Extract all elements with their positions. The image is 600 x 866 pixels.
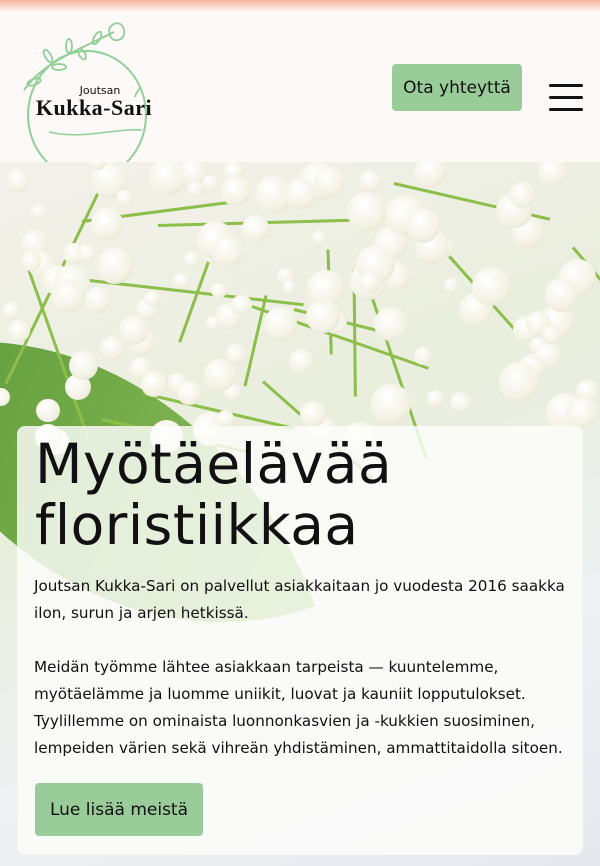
flower-bloom: [36, 399, 59, 422]
flower-bloom: [285, 178, 316, 209]
flower-bloom: [21, 251, 41, 271]
flower-bloom: [204, 359, 235, 390]
flower-bloom: [374, 307, 407, 340]
flower-bloom: [173, 273, 189, 289]
flower-bloom: [264, 307, 297, 340]
flower-bloom: [91, 208, 123, 240]
flower-bloom: [116, 190, 132, 206]
flower-bloom: [472, 267, 511, 306]
hero-paragraph-2: Meidän työmme lähtee asiakkaan tarpeista — kuuntelemme, myötäelämme ja luomme uniikit, luovat ja kauniit lopputulokset. Tyylillemme on ominaista luonnonkasvien ja -kukkien suosiminen, lempeiden värien sekä vihreän yhdistäminen, ammattitaidolla sitoen.: [34, 658, 563, 757]
flower-bloom: [371, 384, 411, 424]
flower-bloom: [444, 278, 458, 292]
hero-card: [17, 426, 583, 855]
flower-bloom: [289, 349, 314, 374]
flower-bloom: [144, 291, 159, 306]
flower-stem: [178, 254, 212, 342]
flower-bloom: [312, 230, 327, 245]
hero-paragraph-1: Joutsan Kukka-Sari on palvellut asiakkaitaan jo vuodesta 2016 saakka ilon, surun ja arjen hetkissä.: [34, 577, 565, 622]
flower-bloom: [306, 300, 339, 333]
flower-bloom: [282, 280, 296, 294]
flower-bloom: [406, 208, 440, 242]
flower-bloom: [545, 278, 579, 312]
hamburger-icon[interactable]: [549, 84, 583, 114]
flower-bloom: [69, 351, 98, 380]
hero-section: [0, 162, 600, 866]
flower-bloom: [566, 397, 597, 428]
flower-bloom: [414, 162, 446, 187]
flower-bloom: [414, 347, 432, 365]
flower-bloom: [212, 236, 242, 266]
flower-bloom: [221, 176, 251, 206]
flower-bloom: [359, 170, 381, 192]
flower-bloom: [427, 390, 444, 407]
flower-bloom: [211, 283, 226, 298]
hero-title: [35, 434, 392, 556]
logo-text: [34, 84, 154, 121]
flower-bloom: [202, 175, 218, 191]
flower-bloom: [31, 204, 47, 220]
flower-bloom: [184, 252, 199, 267]
flower-bloom: [450, 392, 471, 413]
flower-bloom: [499, 362, 539, 402]
contact-button[interactable]: Ota yhteyttä: [392, 64, 522, 111]
logo-small-text: Joutsan: [79, 84, 121, 97]
top-accent-bar: [0, 0, 600, 12]
flower-bloom: [119, 316, 148, 345]
read-more-button[interactable]: Lue lisää meistä: [35, 783, 203, 836]
flower-bloom: [8, 320, 30, 342]
flower-bloom: [226, 344, 246, 364]
flower-bloom: [542, 325, 560, 343]
flower-bloom: [7, 169, 30, 192]
flower-bloom: [3, 302, 19, 318]
flower-bloom: [141, 371, 167, 397]
hero-title-line1: Myötäelävää: [35, 432, 393, 496]
flower-bloom: [314, 167, 344, 197]
flower-bloom: [187, 181, 204, 198]
site-header: [0, 12, 600, 162]
flower-bloom: [242, 215, 269, 242]
flower-bloom: [347, 192, 386, 231]
hero-title-line2: floristiikkaa: [35, 493, 359, 557]
flower-bloom: [52, 279, 85, 312]
site-logo[interactable]: [14, 22, 159, 172]
flower-bloom: [84, 287, 110, 313]
flower-bloom: [538, 162, 567, 186]
flower-bloom: [509, 182, 535, 208]
flower-bloom: [78, 244, 96, 262]
flower-bloom: [100, 336, 124, 360]
logo-big-text: Kukka-Sari: [35, 95, 153, 120]
flower-bloom: [97, 248, 133, 284]
flower-bloom: [231, 295, 252, 316]
flower-bloom: [177, 381, 202, 406]
flower-bloom: [359, 273, 380, 294]
